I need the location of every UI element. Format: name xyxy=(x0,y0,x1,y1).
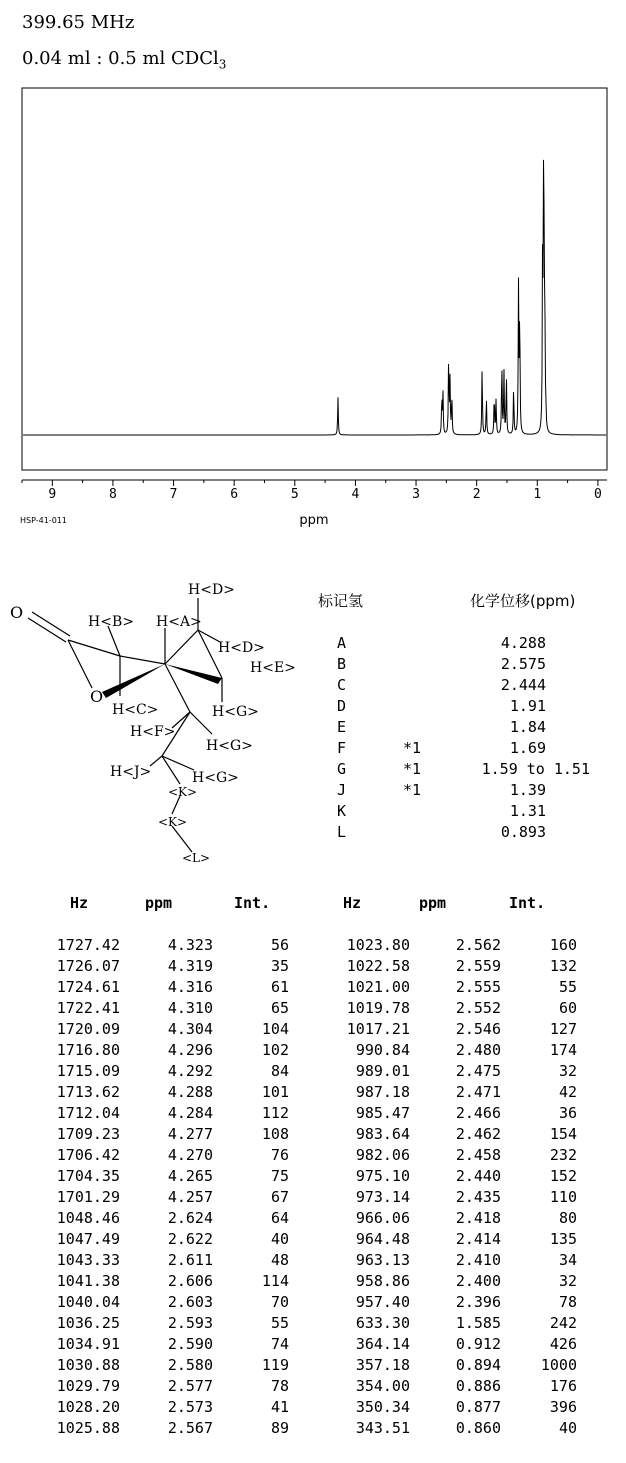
chemical-shift: 1.59 to 1.51 xyxy=(481,760,590,778)
hydrogen-label: G xyxy=(337,760,347,778)
atom-label: H<A> xyxy=(156,614,202,630)
peak-hz: 963.13 xyxy=(355,1251,410,1269)
peak-intensity: 102 xyxy=(261,1041,289,1059)
peak-intensity: 104 xyxy=(261,1020,289,1038)
nmr-spectrum-chart xyxy=(0,80,626,540)
peak-hz: 982.06 xyxy=(355,1146,410,1164)
peak-ppm: 4.319 xyxy=(167,957,213,975)
x-tick-label: 2 xyxy=(472,487,481,502)
peak-hz: 1019.78 xyxy=(346,999,410,1017)
peak-intensity: 1000 xyxy=(540,1356,577,1374)
peak-ppm: 0.894 xyxy=(455,1356,501,1374)
peak-hz: 1034.91 xyxy=(56,1335,120,1353)
peak-table xyxy=(0,936,626,1440)
peak-ppm: 2.435 xyxy=(455,1188,501,1206)
peak-ppm: 4.323 xyxy=(167,936,213,954)
peak-hz: 990.84 xyxy=(355,1041,410,1059)
peak-hz: 1021.00 xyxy=(346,978,410,996)
peak-intensity: 174 xyxy=(549,1041,577,1059)
peak-hz: 1048.46 xyxy=(56,1209,120,1227)
x-tick-label: 6 xyxy=(230,487,239,502)
peak-row xyxy=(0,1062,626,1083)
peak-ppm: 2.590 xyxy=(167,1335,213,1353)
peak-intensity: 135 xyxy=(549,1230,577,1248)
peak-ppm: 4.277 xyxy=(167,1125,213,1143)
peak-intensity: 48 xyxy=(270,1251,289,1269)
peak-ppm: 4.310 xyxy=(167,999,213,1017)
x-axis-label: ppm xyxy=(299,513,329,528)
plot-frame xyxy=(22,88,607,470)
peak-ppm: 2.466 xyxy=(455,1104,501,1122)
hydrogen-label: A xyxy=(337,634,347,652)
atom-label: <L> xyxy=(182,851,211,865)
peak-hz: 1040.04 xyxy=(56,1293,120,1311)
peak-hz: 1716.80 xyxy=(56,1041,120,1059)
peak-hz: 1028.20 xyxy=(56,1398,120,1416)
peak-intensity: 152 xyxy=(549,1167,577,1185)
solvent-subscript: 3 xyxy=(218,57,227,72)
peak-hz: 1706.42 xyxy=(56,1146,120,1164)
peak-row xyxy=(0,1146,626,1167)
hydrogen-label: E xyxy=(337,718,347,736)
peak-ppm: 2.580 xyxy=(167,1356,213,1374)
peak-hz: 985.47 xyxy=(355,1104,410,1122)
chemical-shift: 1.39 xyxy=(509,781,546,799)
peak-row xyxy=(0,1188,626,1209)
peak-ppm: 2.462 xyxy=(455,1125,501,1143)
peak-intensity: 242 xyxy=(549,1314,577,1332)
hydrogen-label: D xyxy=(337,697,347,715)
peak-ppm: 2.552 xyxy=(455,999,501,1017)
peak-ppm: 2.546 xyxy=(455,1020,501,1038)
peak-ppm: 0.912 xyxy=(455,1335,501,1353)
peak-hz: 1036.25 xyxy=(56,1314,120,1332)
peak-row xyxy=(0,1398,626,1419)
atom-label: H<D> xyxy=(188,582,235,598)
col-header: Int. xyxy=(234,894,271,912)
peak-hz: 1041.38 xyxy=(56,1272,120,1290)
chemical-shift: 1.31 xyxy=(509,802,546,820)
solvent-text: 0.04 ml : 0.5 ml CDCl xyxy=(22,48,219,69)
peak-intensity: 36 xyxy=(558,1104,577,1122)
atom-label: H<F> xyxy=(130,724,176,740)
peak-intensity: 61 xyxy=(270,978,289,996)
x-axis-ticks xyxy=(22,480,602,502)
peak-ppm: 4.284 xyxy=(167,1104,213,1122)
atom-label: H<D> xyxy=(218,640,265,656)
peak-row xyxy=(0,1272,626,1293)
peak-intensity: 176 xyxy=(549,1377,577,1395)
peak-row xyxy=(0,1125,626,1146)
peak-ppm: 2.606 xyxy=(167,1272,213,1290)
peak-hz: 1720.09 xyxy=(56,1020,120,1038)
peak-row xyxy=(0,1230,626,1251)
atom-label: H<E> xyxy=(250,660,296,676)
peak-row xyxy=(0,957,626,978)
peak-ppm: 2.559 xyxy=(455,957,501,975)
peak-ppm: 0.877 xyxy=(455,1398,501,1416)
peak-ppm: 4.288 xyxy=(167,1083,213,1101)
peak-row xyxy=(0,936,626,957)
peak-hz: 1017.21 xyxy=(346,1020,410,1038)
solvent-ratio xyxy=(22,48,226,72)
peak-ppm: 4.296 xyxy=(167,1041,213,1059)
hydrogen-label: B xyxy=(337,655,347,673)
peak-intensity: 114 xyxy=(261,1272,289,1290)
peak-ppm: 0.860 xyxy=(455,1419,501,1437)
hydrogen-label: F xyxy=(337,739,347,757)
peak-hz: 964.48 xyxy=(355,1230,410,1248)
peak-row xyxy=(0,1167,626,1188)
peak-hz: 987.18 xyxy=(355,1083,410,1101)
peak-hz: 957.40 xyxy=(355,1293,410,1311)
peak-ppm: 4.265 xyxy=(167,1167,213,1185)
peak-hz: 1712.04 xyxy=(56,1104,120,1122)
peak-hz: 1047.49 xyxy=(56,1230,120,1248)
chemical-shift: 1.69 xyxy=(509,739,546,757)
peak-hz: 357.18 xyxy=(355,1356,410,1374)
x-tick-label: 9 xyxy=(48,487,57,502)
atom-label: H<C> xyxy=(112,702,159,718)
peak-ppm: 2.577 xyxy=(167,1377,213,1395)
peak-intensity: 42 xyxy=(558,1083,577,1101)
peak-intensity: 32 xyxy=(558,1062,577,1080)
peak-ppm: 2.622 xyxy=(167,1230,213,1248)
x-tick-label: 4 xyxy=(351,487,360,502)
peak-hz: 973.14 xyxy=(355,1188,410,1206)
peak-intensity: 160 xyxy=(549,936,577,954)
peak-hz: 1701.29 xyxy=(56,1188,120,1206)
peak-hz: 364.14 xyxy=(355,1335,410,1353)
peak-ppm: 2.410 xyxy=(455,1251,501,1269)
peak-hz: 1709.23 xyxy=(56,1125,120,1143)
peak-intensity: 84 xyxy=(270,1062,289,1080)
peak-hz: 983.64 xyxy=(355,1125,410,1143)
peak-intensity: 78 xyxy=(270,1377,289,1395)
peak-ppm: 2.593 xyxy=(167,1314,213,1332)
peak-hz: 1029.79 xyxy=(56,1377,120,1395)
peak-intensity: 112 xyxy=(261,1104,289,1122)
peak-ppm: 2.624 xyxy=(167,1209,213,1227)
x-tick-label: 8 xyxy=(109,487,117,502)
peak-ppm: 2.475 xyxy=(455,1062,501,1080)
peak-intensity: 75 xyxy=(270,1167,289,1185)
atom-label: H<G> xyxy=(206,738,253,754)
peak-intensity: 40 xyxy=(558,1419,577,1437)
atom-label: H<B> xyxy=(88,614,134,630)
peak-row xyxy=(0,978,626,999)
assignment-note: *1 xyxy=(403,760,422,778)
x-tick-label: 0 xyxy=(593,487,602,502)
peak-hz: 1715.09 xyxy=(56,1062,120,1080)
peak-intensity: 65 xyxy=(270,999,289,1017)
x-tick-label: 7 xyxy=(169,487,178,502)
col-header: Int. xyxy=(509,894,546,912)
peak-intensity: 108 xyxy=(261,1125,289,1143)
peak-intensity: 110 xyxy=(549,1188,577,1206)
atom-label: O xyxy=(90,687,104,706)
peak-intensity: 78 xyxy=(558,1293,577,1311)
peak-hz: 975.10 xyxy=(355,1167,410,1185)
peak-row xyxy=(0,1293,626,1314)
x-tick-label: 5 xyxy=(290,487,299,502)
peak-hz: 354.00 xyxy=(355,1377,410,1395)
spectrum-trace xyxy=(23,160,606,435)
peak-intensity: 426 xyxy=(549,1335,577,1353)
peak-row xyxy=(0,1041,626,1062)
spectrometer-frequency: 399.65 MHz xyxy=(22,12,135,33)
peak-intensity: 32 xyxy=(558,1272,577,1290)
peak-ppm: 2.418 xyxy=(455,1209,501,1227)
peak-row xyxy=(0,1104,626,1125)
peak-row xyxy=(0,1356,626,1377)
atom-label: H<G> xyxy=(192,770,239,786)
peak-hz: 1727.42 xyxy=(56,936,120,954)
peak-ppm: 2.458 xyxy=(455,1146,501,1164)
peak-row xyxy=(0,1314,626,1335)
col-shift-header: 化学位移(ppm) xyxy=(470,592,576,610)
peak-row xyxy=(0,1377,626,1398)
peak-ppm: 2.400 xyxy=(455,1272,501,1290)
peak-intensity: 55 xyxy=(270,1314,289,1332)
peak-row xyxy=(0,1083,626,1104)
peak-hz: 1704.35 xyxy=(56,1167,120,1185)
peak-row xyxy=(0,1209,626,1230)
peak-intensity: 67 xyxy=(270,1188,289,1206)
peak-ppm: 2.555 xyxy=(455,978,501,996)
peak-hz: 633.30 xyxy=(355,1314,410,1332)
col-header: ppm xyxy=(145,894,173,912)
peak-intensity: 119 xyxy=(261,1356,289,1374)
peak-hz: 350.34 xyxy=(355,1398,410,1416)
peak-ppm: 0.886 xyxy=(455,1377,501,1395)
peak-row xyxy=(0,1020,626,1041)
atom-label: H<G> xyxy=(212,704,259,720)
atom-label: <K> xyxy=(158,815,188,829)
peak-intensity: 56 xyxy=(270,936,289,954)
peak-hz: 343.51 xyxy=(355,1419,410,1437)
peak-intensity: 35 xyxy=(270,957,289,975)
peak-intensity: 80 xyxy=(558,1209,577,1227)
hydrogen-label: C xyxy=(337,676,347,694)
peak-ppm: 2.603 xyxy=(167,1293,213,1311)
peak-ppm: 4.257 xyxy=(167,1188,213,1206)
peak-row xyxy=(0,1335,626,1356)
col-header: Hz xyxy=(343,894,362,912)
peak-ppm: 1.585 xyxy=(455,1314,501,1332)
assignment-note: *1 xyxy=(403,781,422,799)
peak-intensity: 60 xyxy=(558,999,577,1017)
spectrum-code: HSP-41-011 xyxy=(20,516,67,525)
peak-hz: 1023.80 xyxy=(346,936,410,954)
atom-label: <K> xyxy=(168,785,198,799)
peak-intensity: 232 xyxy=(549,1146,577,1164)
peak-intensity: 154 xyxy=(549,1125,577,1143)
peak-intensity: 55 xyxy=(558,978,577,996)
peak-ppm: 2.396 xyxy=(455,1293,501,1311)
chemical-shift: 2.575 xyxy=(500,655,546,673)
peak-intensity: 396 xyxy=(549,1398,577,1416)
col-header: Hz xyxy=(70,894,89,912)
peak-ppm: 2.567 xyxy=(167,1419,213,1437)
peak-hz: 1030.88 xyxy=(56,1356,120,1374)
peak-intensity: 64 xyxy=(270,1209,289,1227)
peak-intensity: 40 xyxy=(270,1230,289,1248)
peak-row xyxy=(0,1419,626,1440)
peak-ppm: 2.611 xyxy=(167,1251,213,1269)
peak-intensity: 101 xyxy=(261,1083,289,1101)
peak-intensity: 34 xyxy=(558,1251,577,1269)
peak-ppm: 4.270 xyxy=(167,1146,213,1164)
assignment-note: *1 xyxy=(403,739,422,757)
peak-ppm: 4.304 xyxy=(167,1020,213,1038)
hydrogen-label: K xyxy=(337,802,347,820)
peak-hz: 1713.62 xyxy=(56,1083,120,1101)
peak-hz: 1025.88 xyxy=(56,1419,120,1437)
hydrogen-label: J xyxy=(337,781,347,799)
x-tick-label: 3 xyxy=(412,487,420,502)
peak-ppm: 2.573 xyxy=(167,1398,213,1416)
hydrogen-label: L xyxy=(337,823,347,841)
chemical-shift: 4.288 xyxy=(500,634,546,652)
peak-ppm: 2.562 xyxy=(455,936,501,954)
peak-hz: 1022.58 xyxy=(346,957,410,975)
peak-ppm: 2.480 xyxy=(455,1041,501,1059)
x-tick-label: 1 xyxy=(533,487,542,502)
peak-ppm: 2.440 xyxy=(455,1167,501,1185)
peak-intensity: 89 xyxy=(270,1419,289,1437)
peak-hz: 1722.41 xyxy=(56,999,120,1017)
atom-label: O xyxy=(10,603,24,622)
atom-label: H<J> xyxy=(110,764,152,780)
peak-hz: 966.06 xyxy=(355,1209,410,1227)
peak-intensity: 70 xyxy=(270,1293,289,1311)
peak-intensity: 132 xyxy=(549,957,577,975)
peak-hz: 1724.61 xyxy=(56,978,120,996)
chemical-shift: 2.444 xyxy=(500,676,546,694)
peak-hz: 989.01 xyxy=(355,1062,410,1080)
peak-ppm: 4.316 xyxy=(167,978,213,996)
peak-ppm: 2.471 xyxy=(455,1083,501,1101)
chemical-shift: 1.84 xyxy=(509,718,546,736)
chemical-shift: 0.893 xyxy=(500,823,546,841)
peak-row xyxy=(0,999,626,1020)
peak-intensity: 76 xyxy=(270,1146,289,1164)
peak-ppm: 4.292 xyxy=(167,1062,213,1080)
peak-intensity: 41 xyxy=(270,1398,289,1416)
peak-intensity: 74 xyxy=(270,1335,289,1353)
peak-hz: 958.86 xyxy=(355,1272,410,1290)
col-label-header: 标记氢 xyxy=(318,592,364,610)
peak-hz: 1043.33 xyxy=(56,1251,120,1269)
chemical-shift: 1.91 xyxy=(509,697,546,715)
peak-row xyxy=(0,1251,626,1272)
peak-intensity: 127 xyxy=(549,1020,577,1038)
col-header: ppm xyxy=(419,894,447,912)
peak-hz: 1726.07 xyxy=(56,957,120,975)
peak-ppm: 2.414 xyxy=(455,1230,501,1248)
